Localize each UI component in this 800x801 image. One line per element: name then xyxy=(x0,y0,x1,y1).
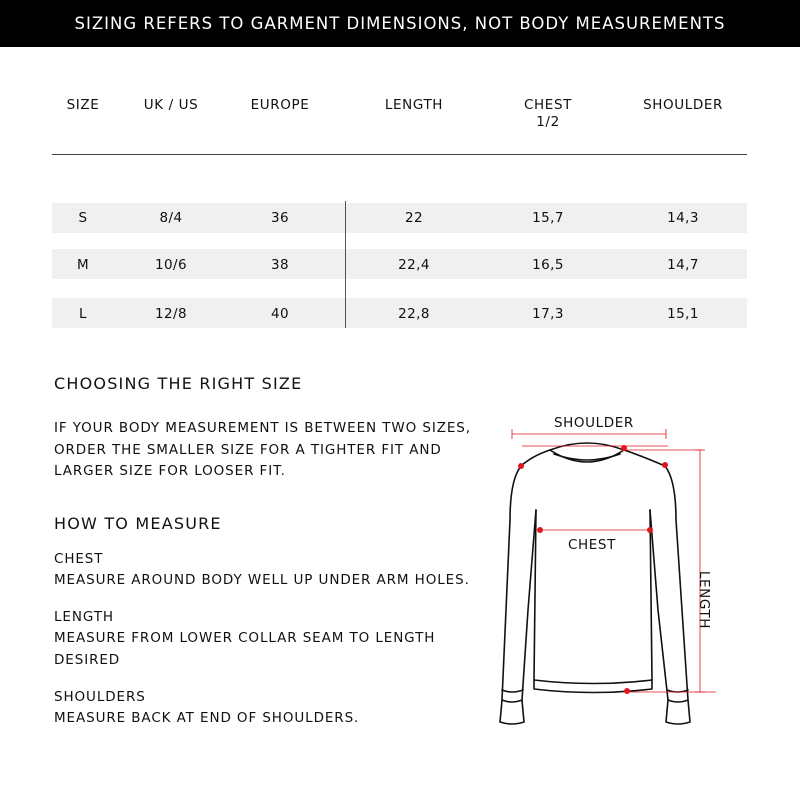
choosing-line: LARGER SIZE FOR LOOSER FIT. xyxy=(54,463,286,479)
header-divider xyxy=(52,154,747,155)
cell-size: L xyxy=(79,306,87,322)
cell-chest: 15,7 xyxy=(532,210,564,226)
cell-chest: 16,5 xyxy=(532,257,564,273)
cell-shoulder: 14,7 xyxy=(667,257,699,273)
length-instruction-line: MEASURE FROM LOWER COLLAR SEAM TO LENGTH xyxy=(54,630,436,646)
shoulders-instruction: MEASURE BACK AT END OF SHOULDERS. xyxy=(54,710,360,726)
col-header-shoulder: SHOULDER xyxy=(643,97,723,113)
col-header-uk-us: UK / US xyxy=(143,97,199,113)
top-banner xyxy=(0,0,800,47)
table-row xyxy=(52,203,747,233)
how-to-measure-title: HOW TO MEASURE xyxy=(54,514,222,533)
choosing-title: CHOOSING THE RIGHT SIZE xyxy=(54,374,303,393)
garment-diagram xyxy=(490,410,740,740)
length-label: LENGTH xyxy=(54,609,114,625)
cell-uk-us: 8/4 xyxy=(159,210,183,226)
diagram-chest-label: CHEST xyxy=(568,537,616,553)
choosing-line: ORDER THE SMALLER SIZE FOR A TIGHTER FIT AND xyxy=(54,441,442,458)
cell-length: 22 xyxy=(405,210,423,226)
length-instruction xyxy=(54,628,435,671)
col-header-chest-half: CHEST 1/2 xyxy=(524,97,572,130)
shoulders-label: SHOULDERS xyxy=(54,689,146,705)
choosing-text xyxy=(54,418,471,483)
column-divider xyxy=(345,201,346,328)
cell-shoulder: 14,3 xyxy=(667,210,699,226)
cell-size: S xyxy=(78,210,88,226)
cell-uk-us: 10/6 xyxy=(155,257,187,273)
diagram-shoulder-label: SHOULDER xyxy=(554,415,634,431)
diagram-length-label: LENGTH xyxy=(696,570,712,630)
chest-label: CHEST xyxy=(54,551,104,567)
col-header-size: SIZE xyxy=(66,97,100,113)
col-header-europe: EUROPE xyxy=(250,97,310,113)
cell-europe: 36 xyxy=(271,210,289,226)
choosing-line: IF YOUR BODY MEASUREMENT IS BETWEEN TWO SIZES, xyxy=(54,420,471,436)
cell-europe: 40 xyxy=(271,306,289,322)
cell-shoulder: 15,1 xyxy=(667,306,699,322)
col-header-length: LENGTH xyxy=(384,97,444,113)
cell-europe: 38 xyxy=(271,257,289,273)
length-instruction-line: DESIRED xyxy=(54,651,121,668)
cell-length: 22,4 xyxy=(398,257,430,273)
cell-length: 22,8 xyxy=(398,306,430,322)
banner-text: SIZING REFERS TO GARMENT DIMENSIONS, NOT BODY MEASUREMENTS xyxy=(74,14,726,33)
cell-size: M xyxy=(76,257,90,273)
chest-instruction: MEASURE AROUND BODY WELL UP UNDER ARM HOLES. xyxy=(54,572,470,588)
cell-uk-us: 12/8 xyxy=(155,306,187,322)
cell-chest: 17,3 xyxy=(532,306,564,322)
